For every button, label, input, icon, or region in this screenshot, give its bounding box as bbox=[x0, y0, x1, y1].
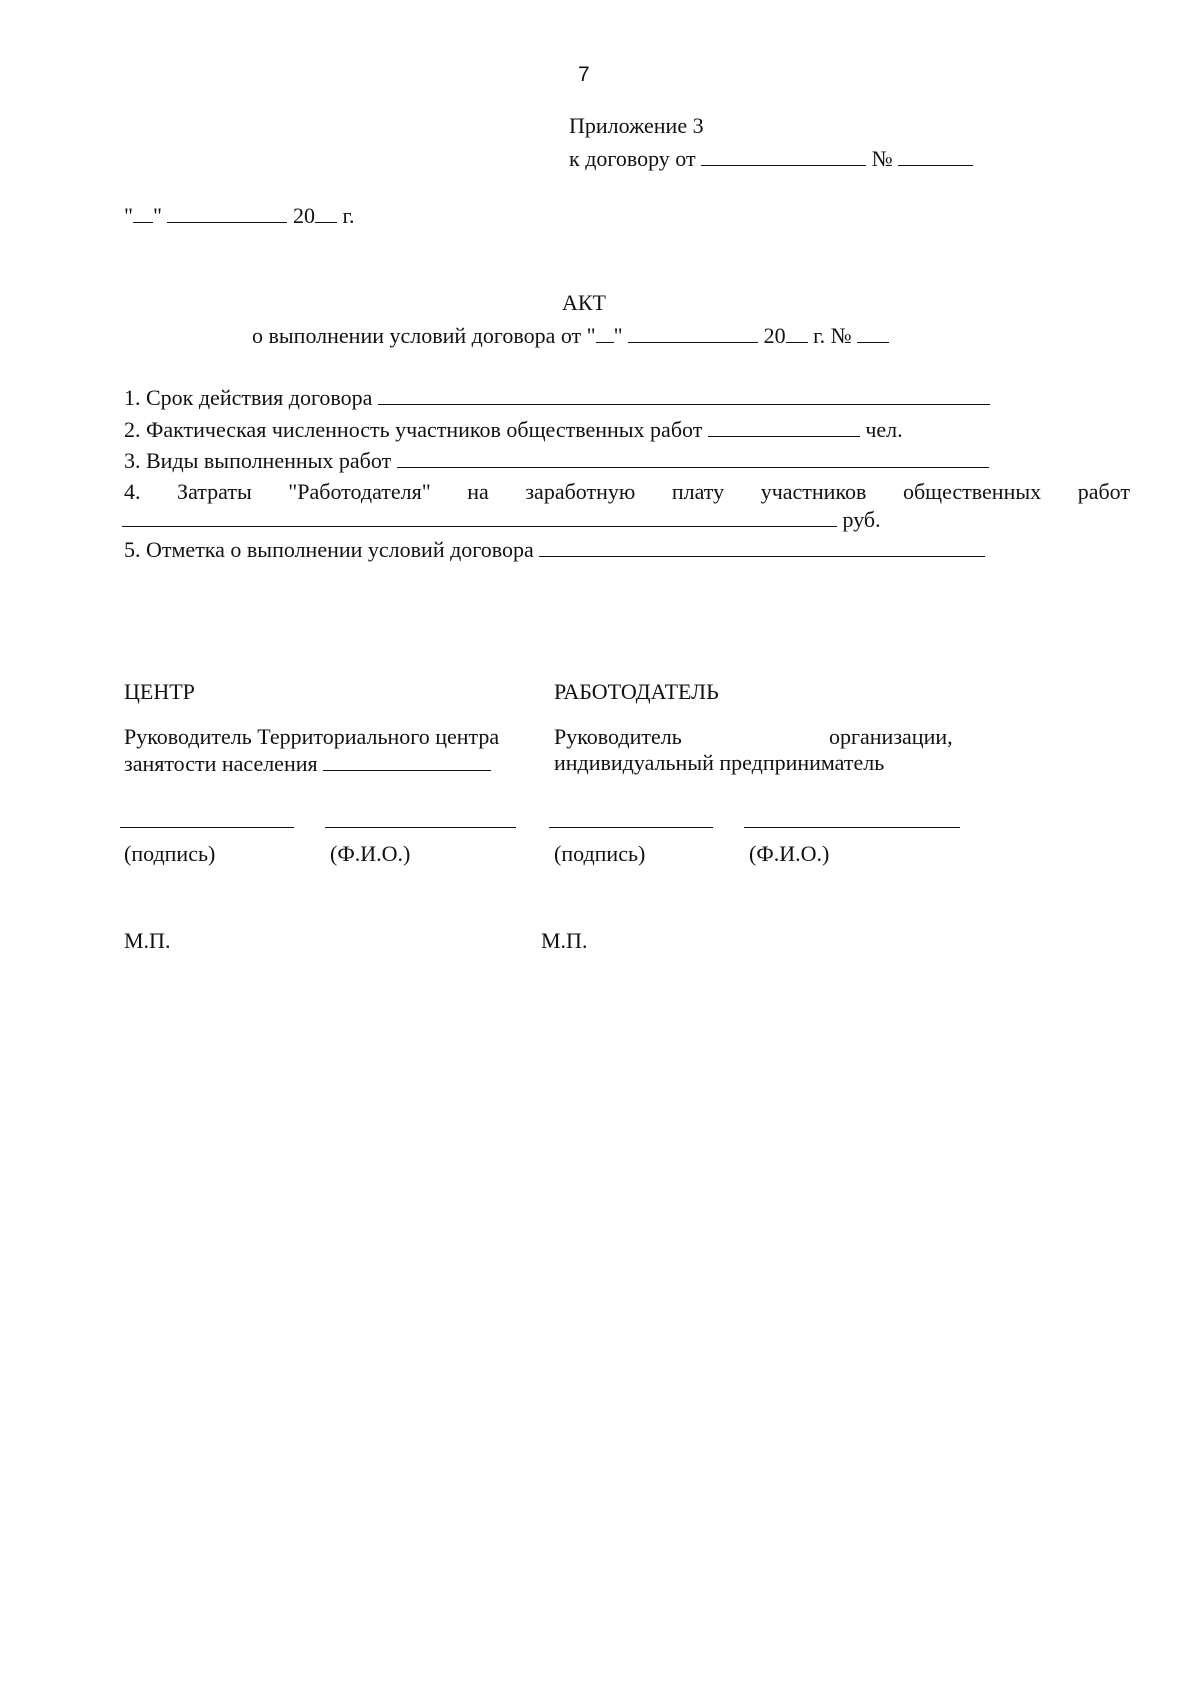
date-year-field[interactable] bbox=[315, 202, 337, 223]
act-subtitle bbox=[252, 322, 889, 349]
date-year-prefix: 20 bbox=[292, 203, 315, 228]
participants-count-field[interactable] bbox=[708, 416, 860, 437]
act-quote-close: " bbox=[613, 323, 623, 348]
date-line bbox=[124, 202, 355, 229]
item-4-word: участников bbox=[760, 479, 867, 504]
right-party-position-line2: индивидуальный предприниматель bbox=[554, 750, 885, 775]
page-number: 7 bbox=[578, 63, 590, 86]
contract-date-field[interactable] bbox=[701, 145, 866, 166]
left-seal-label: М.П. bbox=[124, 928, 171, 953]
right-name-label: (Ф.И.О.) bbox=[749, 841, 830, 866]
item-3 bbox=[124, 447, 989, 474]
item-4-word: работ bbox=[1077, 479, 1130, 504]
item-4-unit: руб. bbox=[842, 507, 881, 532]
appendix-contract-prefix: к договору от bbox=[569, 146, 696, 171]
item-5-label: 5. Отметка о выполнении условий договора bbox=[124, 537, 534, 562]
item-4 bbox=[124, 479, 1130, 505]
act-subtitle-prefix: о выполнении условий договора от " bbox=[252, 323, 596, 348]
wage-costs-field[interactable] bbox=[122, 506, 837, 527]
right-seal-label: М.П. bbox=[541, 928, 588, 953]
completion-mark-field[interactable] bbox=[539, 536, 985, 557]
item-1 bbox=[124, 384, 990, 411]
left-party-extra-field[interactable] bbox=[323, 750, 491, 771]
act-year-prefix: 20 bbox=[763, 323, 786, 348]
left-signature-field[interactable] bbox=[120, 827, 294, 828]
appendix-contract-line bbox=[569, 145, 973, 172]
appendix-number-sign: № bbox=[871, 146, 893, 171]
left-party-position-line2-text: занятости населения bbox=[124, 751, 318, 776]
act-year-suffix: г. № bbox=[813, 323, 852, 348]
act-title: АКТ bbox=[562, 290, 606, 315]
item-2-unit: чел. bbox=[865, 417, 903, 442]
date-quote-close: " bbox=[152, 203, 162, 228]
left-party-heading: ЦЕНТР bbox=[124, 679, 195, 704]
date-day-field[interactable] bbox=[133, 202, 153, 223]
left-signature-label: (подпись) bbox=[124, 841, 216, 866]
item-2-label: 2. Фактическая численность участников общественных работ bbox=[124, 417, 703, 442]
act-month-field[interactable] bbox=[628, 322, 758, 343]
date-month-field[interactable] bbox=[167, 202, 287, 223]
left-name-field[interactable] bbox=[325, 827, 516, 828]
right-party-heading: РАБОТОДАТЕЛЬ bbox=[554, 679, 719, 704]
right-signature-field[interactable] bbox=[549, 827, 713, 828]
item-4-word: общественных bbox=[902, 479, 1042, 504]
item-4-word: "Работодателя" bbox=[288, 479, 431, 504]
item-4-word: 4. bbox=[124, 479, 141, 504]
act-year-field[interactable] bbox=[786, 322, 808, 343]
item-1-label: 1. Срок действия договора bbox=[124, 385, 373, 410]
item-4-word: Затраты bbox=[177, 479, 252, 504]
item-4-word: на bbox=[467, 479, 489, 504]
right-party-position-line1-right: организации, bbox=[829, 724, 953, 749]
item-4-word: заработную bbox=[525, 479, 636, 504]
item-2 bbox=[124, 416, 903, 443]
date-year-suffix: г. bbox=[342, 203, 355, 228]
left-party-position-line2 bbox=[124, 750, 491, 777]
contract-number-field[interactable] bbox=[898, 145, 973, 166]
work-types-field[interactable] bbox=[397, 447, 989, 468]
item-3-label: 3. Виды выполненных работ bbox=[124, 448, 392, 473]
act-day-field[interactable] bbox=[596, 322, 614, 343]
item-4-word: плату bbox=[671, 479, 725, 504]
left-name-label: (Ф.И.О.) bbox=[330, 841, 411, 866]
act-number-field[interactable] bbox=[857, 322, 889, 343]
date-quote-open: " bbox=[124, 203, 133, 228]
item-4-amount-line bbox=[122, 506, 881, 533]
right-party-position-line1-left: Руководитель bbox=[554, 724, 682, 749]
appendix-title: Приложение 3 bbox=[569, 113, 704, 138]
right-name-field[interactable] bbox=[744, 827, 960, 828]
contract-term-field[interactable] bbox=[378, 384, 990, 405]
left-party-position-line1: Руководитель Территориального центра bbox=[124, 724, 500, 749]
right-signature-label: (подпись) bbox=[554, 841, 646, 866]
item-5 bbox=[124, 536, 985, 563]
